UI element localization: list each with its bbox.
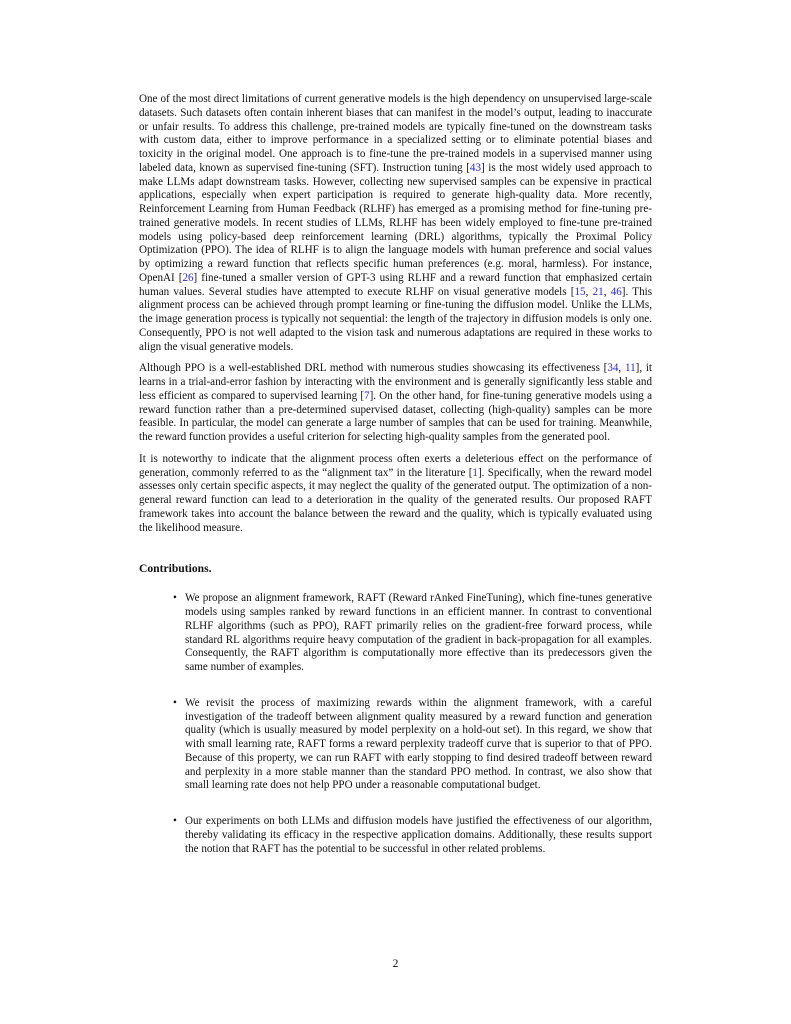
citation-link[interactable]: 1 [472, 466, 478, 479]
citation-link[interactable]: 11 [624, 362, 636, 375]
contribution-item [173, 696, 652, 793]
paragraph-text: , [603, 285, 611, 298]
bullet-icon: • [173, 592, 177, 605]
paragraph [139, 93, 652, 354]
citation-link[interactable]: 15 [574, 285, 586, 298]
contribution-text: Our experiments on both LLMs and diffusion models have justified the effectiveness of our algorithm, thereby validating its efficacy in the respective application domains. Additionally, these results support the notion that RAFT has the potential to be successful in other related problems. [185, 815, 652, 855]
paragraph-text: , [585, 285, 593, 298]
paragraph-text: ]. Specifically, when the reward model assesses only certain specific aspects, it may neglect the quality of the generated output. The optimization of a non-general reward function can lead to a deterioration in the quality of the generated results. Our proposed RAFT framework takes into account the balance between the reward and the quality, which is typically evaluated using the likelihood measure. [139, 466, 652, 534]
paragraph-text: ]. On the other hand, for fine-tuning generative models using a reward function rather than a pre-determined supervised dataset, collecting (high-quality) samples can be more feasible. In particular, the model can generate a large number of samples that can be used for training. Meanwhile, the reward function provides a useful criterion for selecting high-quality samples from the generated pool. [139, 389, 652, 443]
citation-link[interactable]: 34 [607, 362, 619, 375]
paragraph-text: ] fine-tuned a smaller version of GPT-3 using RLHF and a reward function that emphasized certain human values. Several studies have attempted to execute RLHF on visual generative models [ [139, 271, 653, 298]
paragraph-text: One of the most direct limitations of current generative models is the high dependency on unsupervised large-scale datasets. Such datasets often contain inherent biases that can manifest in the model’s output, leading to inaccurate or unfair results. To address this challenge, pre-trained models are typically fine-tuned on the downstream tasks with custom data, either to improve performance in a specialized setting or to eliminate potential biases and toxicity in the original model. One approach is to fine-tune the pre-trained models in a supervised manner using labeled data, known as supervised fine-tuning (SFT). Instruction tuning [ [139, 93, 652, 174]
paragraph-text: ], it learns in a trial-and-error fashion by interacting with the environment and is generally significantly less stable and less efficient as compared to supervised learning [ [139, 362, 653, 402]
contribution-item [173, 815, 652, 856]
paragraph-text: ] is the most widely used approach to make LLMs adapt downstream tasks. However, collecting new supervised samples can be expensive in practical applications, especially when expert participation is required to generate high-quality data. More recently, Reinforcement Learning from Human Feedback (RLHF) has emerged as a promising method for fine-tuning pre-trained generative models. In recent studies of LLMs, RLHF has been widely employed to fine-tune pre-trained models using policy-based deep reinforcement learning (DRL) algorithms, typically the Proximal Policy Optimization (PPO). The idea of RLHF is to align the language models with human preference and social values by optimizing a reward function that reflects specific human preferences (e.g. moral, harmless). For instance, OpenAI [ [139, 161, 652, 284]
citation-link[interactable]: 46 [610, 285, 622, 298]
paragraph-text: ]. This alignment process can be achieved through prompt learning or fine-tuning the diffusion model. Unlike the LLMs, the image generation process is typically not sequential: the length of the trajectory in diffusion models is only one. Consequently, PPO is not well adapted to the vision task and numerous adaptations are required in these works to align the visual generative models. [139, 285, 653, 353]
citation-link[interactable]: 26 [182, 271, 194, 284]
contribution-item [173, 592, 652, 675]
bullet-icon: • [173, 815, 177, 827]
bullet-icon: • [173, 696, 177, 709]
paragraph-text: It is noteworthy to indicate that the alignment process often exerts a deleterious effect on the performance of generation, commonly referred to as the “alignment tax” in the literature [ [139, 452, 652, 479]
page-body [139, 93, 652, 878]
intro-paragraphs [139, 93, 652, 535]
citation-link[interactable]: 7 [364, 389, 370, 402]
paragraph-text: Although PPO is a well-established DRL method with numerous studies showcasing its effectiveness [ [139, 362, 608, 375]
contributions-heading: Contributions. [139, 562, 212, 576]
contribution-text: We revisit the process of maximizing rewards within the alignment framework, with a careful investigation of the tradeoff between alignment quality measured by a reward function and generation quality (which is usually measured by model perplexity on a hold-out set). In this regard, we show that with small learning rate, RAFT forms a reward perplexity tradeoff curve that is superior to that of PPO. Because of this property, we can run RAFT with early stopping to find desired tradeoff between reward and perplexity in a more stable manner than the standard PPO method. In contrast, we also show that small learning rate does not help PPO under a reasonable computational budget. [185, 696, 652, 792]
citation-link[interactable]: 43 [469, 161, 482, 174]
contribution-text: We propose an alignment framework, RAFT (Reward rAnked FineTuning), which fine-tunes generative models using samples ranked by reward functions in an efficient manner. In contrast to conventional RLHF algorithms (such as PPO), RAFT primarily relies on the gradient-free forward process, while standard RL algorithms require heavy computation of the gradient in back-propagation for all examples. Consequently, the RAFT algorithm is computationally more effective than its predecessors given the same number of examples. [185, 592, 652, 673]
paragraph [139, 362, 652, 445]
citation-link[interactable]: 21 [592, 285, 604, 298]
paragraph [139, 453, 652, 536]
paragraph-text: , [618, 362, 625, 375]
contributions-list [139, 592, 652, 856]
page-number: 2 [392, 957, 399, 970]
